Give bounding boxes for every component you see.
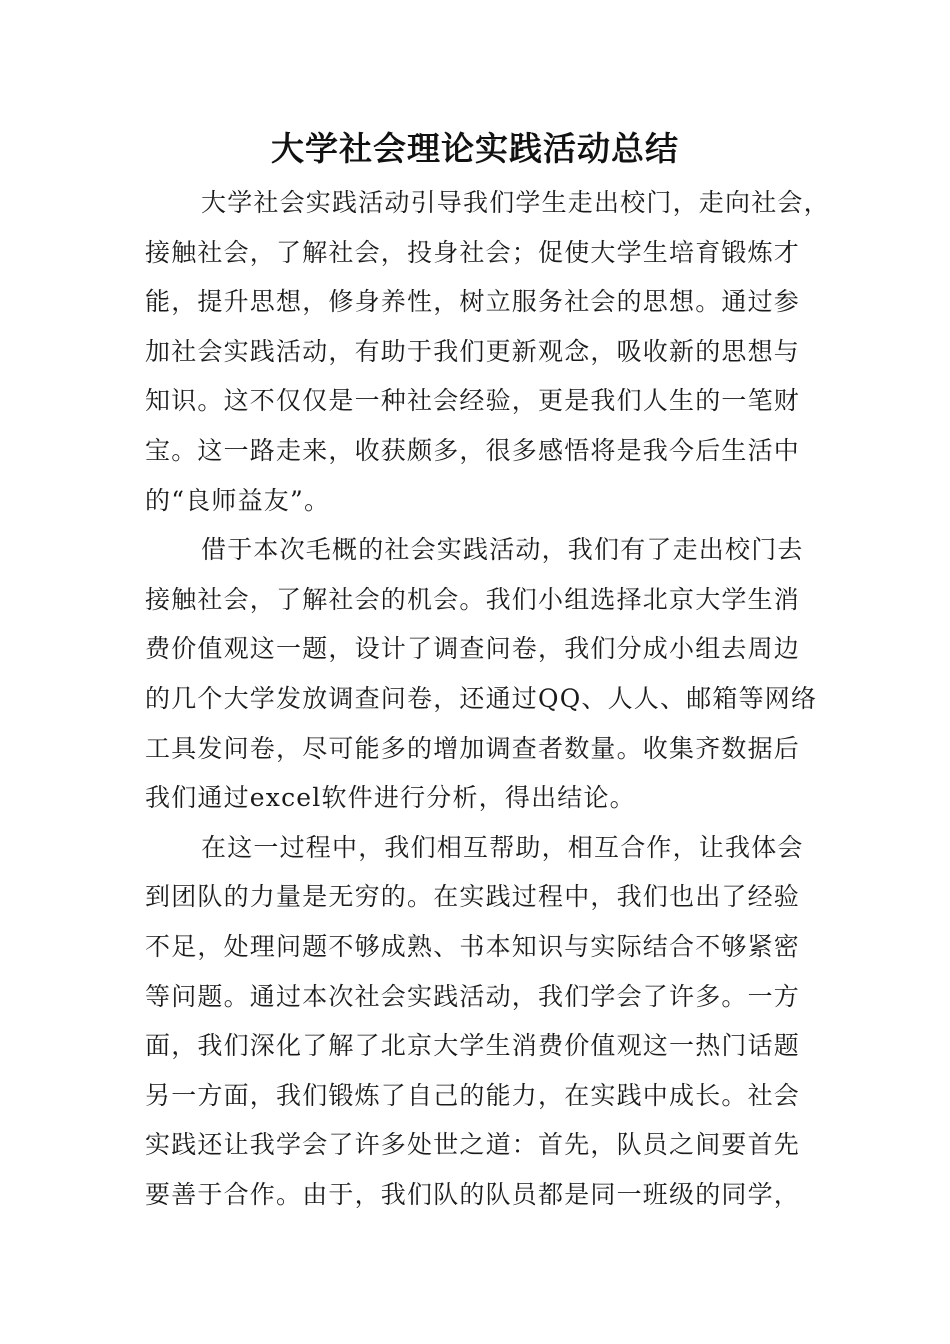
paragraph-1-line-1: 大学社会实践活动引导我们学生走出校门，走向社会， (201, 188, 830, 217)
paragraph-1-line-7: 的“良师益友”。 (145, 485, 331, 515)
paragraph-3-line-8: 要善于合作。由于，我们队的队员都是同一班级的同学， (145, 1179, 801, 1209)
paragraph-3-line-7: 实践还让我学会了许多处世之道：首先，队员之间要首先 (145, 1130, 801, 1160)
paragraph-2-line-2: 接触社会，了解社会的机会。我们小组选择北京大学生消 (145, 584, 801, 614)
paragraph-3-line-2: 到团队的力量是无穷的。在实践过程中，我们也出了经验 (145, 882, 801, 912)
paragraph-3-line-6: 另一方面，我们锻炼了自己的能力，在实践中成长。社会 (145, 1080, 801, 1110)
paragraph-3-line-4: 等问题。通过本次社会实践活动，我们学会了许多。一方 (145, 981, 801, 1011)
paragraph-3-line-5: 面，我们深化了解了北京大学生消费价值观这一热门话题 (145, 1031, 801, 1061)
paragraph-2-line-3: 费价值观这一题，设计了调查问卷，我们分成小组去周边 (145, 634, 801, 664)
paragraph-1-line-2: 接触社会，了解社会，投身社会；促使大学生培育锻炼才 (145, 237, 801, 267)
paragraph-1-line-6: 宝。这一路走来，收获颇多，很多感悟将是我今后生活中 (145, 435, 801, 465)
document-body (145, 178, 835, 1219)
paragraph-1-line-3: 能，提升思想，修身养性，树立服务社会的思想。通过参 (145, 287, 801, 317)
paragraph-3-line-1: 在这一过程中，我们相互帮助，相互合作，让我体会 (201, 832, 804, 862)
paragraph-3-line-3: 不足，处理问题不够成熟、书本知识与实际结合不够紧密 (145, 931, 801, 961)
paragraph-2-line-6: 我们通过excel软件进行分析，得出结论。 (145, 783, 636, 813)
paragraph-1-line-5: 知识。这不仅仅是一种社会经验，更是我们人生的一笔财 (145, 386, 801, 416)
paragraph-1-line-4: 加社会实践活动，有助于我们更新观念，吸收新的思想与 (145, 336, 801, 366)
paragraph-2-line-5: 工具发问卷，尽可能多的增加调查者数量。收集齐数据后 (145, 733, 801, 763)
document-title: 大学社会理论实践活动总结 (271, 129, 679, 168)
paragraph-2-line-1: 借于本次毛概的社会实践活动，我们有了走出校门去 (201, 535, 804, 565)
paragraph-2-line-4: 的几个大学发放调查问卷，还通过QQ、人人、邮箱等网络 (145, 683, 818, 713)
